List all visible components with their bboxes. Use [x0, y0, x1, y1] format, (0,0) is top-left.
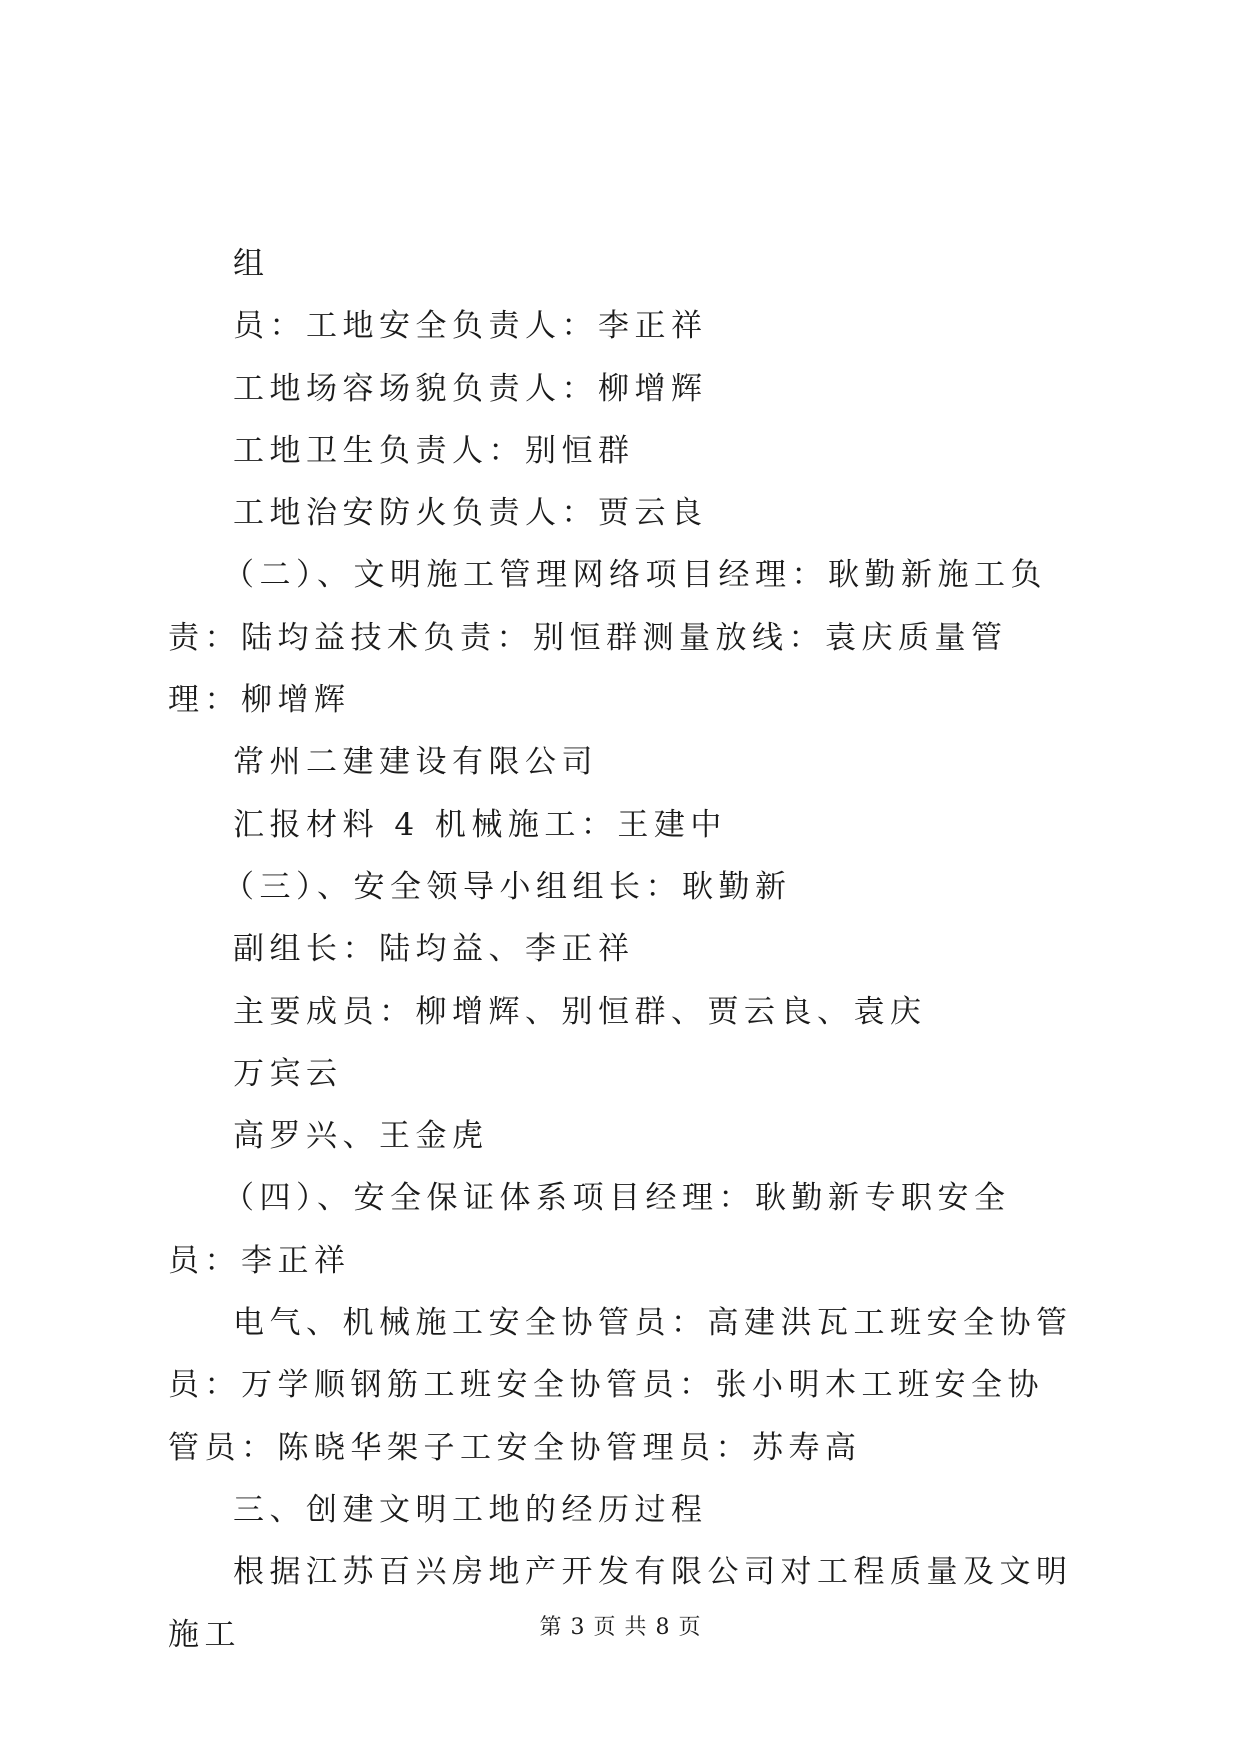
paragraph: 根据江苏百兴房地产开发有限公司对工程质量及文明施工: [168, 1554, 1073, 1653]
paragraph: （三）、安全领导小组组长：耿勤新: [223, 868, 792, 905]
paragraph: 副组长：陆均益、李正祥: [233, 931, 635, 968]
document-body: [168, 233, 1080, 1666]
paragraph: 员：工地安全负责人：李正祥: [233, 308, 708, 345]
paragraph: 常州二建建设有限公司: [233, 744, 598, 781]
paragraph: 主要成员：柳增辉、别恒群、贾云良、袁庆: [233, 993, 927, 1030]
section-heading: 三、创建文明工地的经历过程: [233, 1491, 708, 1528]
paragraph: 工地卫生负责人：别恒群: [233, 432, 635, 469]
paragraph: 工地场容场貌负责人：柳增辉: [233, 370, 708, 407]
paragraph: 电气、机械施工安全协管员：高建洪瓦工班安全协管员：万学顺钢筋工班安全协管员：张小明木工班安全协管员：陈晓华架子工安全协管理员：苏寿高: [168, 1305, 1073, 1466]
page-number-footer: 第 3 页 共 8 页: [539, 1615, 702, 1640]
paragraph: 汇报材料 4 机械施工：王建中: [233, 806, 727, 843]
paragraph: 工地治安防火负责人：贾云良: [233, 495, 708, 532]
paragraph: 高罗兴、王金虎: [233, 1118, 489, 1155]
paragraph: （四）、安全保证体系项目经理：耿勤新专职安全员：李正祥: [168, 1180, 1011, 1279]
paragraph: （二）、文明施工管理网络项目经理：耿勤新施工负责：陆均益技术负责：别恒群测量放线：袁庆质量管理：柳增辉: [168, 557, 1047, 719]
paragraph: 组: [233, 246, 270, 282]
paragraph: 万宾云: [233, 1055, 343, 1092]
